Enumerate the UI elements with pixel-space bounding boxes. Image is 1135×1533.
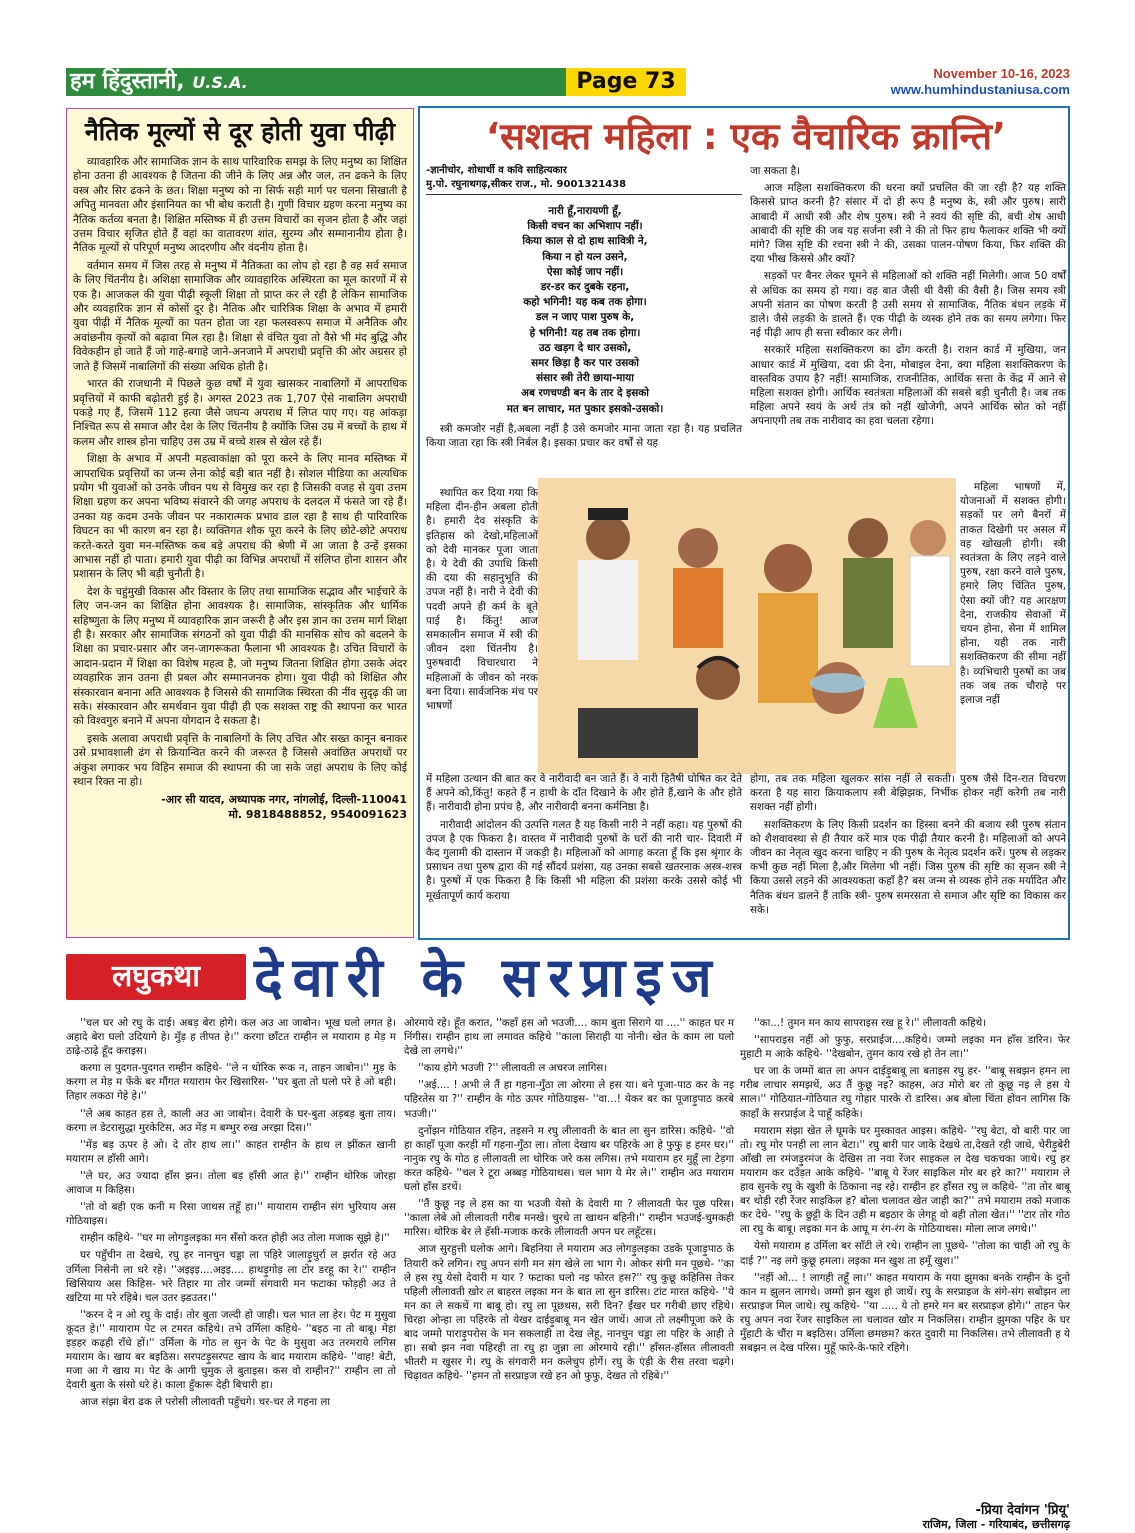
story-author-place: राजिम, जिला - गरियाबंद, छत्तीसगढ़: [922, 1518, 1070, 1531]
main-right-narrow: [960, 480, 1066, 710]
byline-address: मु.पो. रघुनाथगढ़,सीकर राज., मो. 9001321438: [426, 178, 742, 195]
story-paragraph: ''मेंड़ बड़ ऊपर हे ओ। दे तोर हाथ ला।'' काहत राम्हीन के हाथ ल झींकत खानी मयाराम ल हाँसी आगे।: [66, 1138, 396, 1165]
main-article: [418, 106, 1070, 940]
story-paragraph: आज सुरहुत्ती घलोक आगे। बिहनिया ले मयाराम अउ लोगड़ुलइका उडके पूजाड़ुपाठ के तियारी करे लगिन। रघु अपन संगी मन संग खेले ला भाग गे। ओकर संगी मन पूछथे- ''का ले हस रघु येसो देवारी म यार ? फटाका घलो नइ फोरत हस?'' रघु कुछू कहितिस तेकर पहिली लीलावती खोर ल बाहरत लइका मन के बात ला सुन डारिस। टांट मारत कहिथे- ''ये मन का ले सकथें गा बाबू हो। रघु ला पूछथस, सरी दिन? ईंखर घर गरीबी छाए रहिथे। चिरहा ओन्हा ला पहिरके तो येखर दाईड़ुबाबू मन खेत जाथें। आज तो लक्ष्मीपूजा करे के बाद जम्मो पाराड़ुपरोस के मन सकलाही ता देख लेहू, नानचुन चड्डा ला पहिर के आही ते हा। सबो झन नवा पहिरही ता रघु हा जुन्ना ला ओरमाये रही।'' हाँसत-हाँसत लीलावती भीतरी म खुसर गे। रघु के संगवारी मन कलेचुप होगें। रघु के एंड़ी के रीस तरवा चढ़गे। चिढ़ावत कहिथे- ''हमन तो सरप्राइज रखे हन ओ फुफु, देखत तो रहिबे।'': [404, 1243, 734, 1383]
police-woman-head: [586, 516, 630, 560]
left-article-author: -आर सी यादव, अध्यापक नगर, नांगलोई, दिल्ली-110041: [161, 793, 407, 807]
poem-line: ऐसा कोई जाप नहीं।: [546, 265, 624, 278]
sewing-machine: [578, 708, 698, 758]
main-left-bottom: [426, 772, 742, 906]
goggles: [810, 673, 866, 693]
story-column-3: [740, 1016, 1070, 1358]
main-paragraph: नारीवादी आंदोलन की उत्पत्ति गलत है यह किसी नारी ने नहीं कहा। यह पुरुषों की उपज है एक फिकरा है। वास्तव में नारीवादी पुरुषों के घरों की नारी चार- दिवारी में कैद गुलामी की दास्तान में जकड़ी है। महिलाओं को आगाह करता हूँ कि इस श्रृंगार के प्रसाधन तथा पुरुष द्वारा की गई सौंदर्य प्रशंसा, यह उनका सबसे खतरनाक अस्त्र-शस्त्र है। पुरुषों में एक फिकरा है कि किसी भी महिला की प्रशंसा करके उससे कोई भी मूर्खतापूर्ण कार्य कराया: [426, 818, 742, 902]
main-article-title: ‘सशक्त महिला : एक वैचारिक क्रान्ति’: [485, 115, 1007, 158]
left-paragraph: व्यावहारिक और सामाजिक ज्ञान के साथ पारिवारिक समझ के लिए मनुष्य का शिक्षित होना उतना ही आवश्यक है जितना की जीने के लिए अन्न और जल, तन ढकने के लिए वस्त्र और सिर ढकने के छत। शिक्षा मनुष्य को ना सिर्फ सही मार्ग पर चलना सिखाती है अपितु मानवता और इंसानियत का भी बोध कराती है। गुणी विचार ग्रहण करना मनुष्य का नैतिक कर्तव्य बनता है। शिक्षित मस्तिष्क में ही उत्तम विचारों का सृजन होता है और जहां उत्तम विचार सृजित होते हैं वहां का वातावरण शांत, सुरम्य और सम्मानानीय होता है। नैतिक मूल्यों से परिपूर्ण मनुष्य आदरणीय और वंदनीय होता है।: [73, 156, 407, 255]
police-cap: [588, 508, 628, 520]
poem-line: संसार स्त्री तेरी छाया-माया: [536, 372, 634, 385]
story-column-1: [66, 1016, 396, 1412]
main-paragraph: आज महिला सशक्तिकरण की धरना क्यों प्रचलित की जा रही है? यह शक्ति किससे प्राप्त करनी है? संसार में दो ही रूप है मनुष्य के, स्त्री और पुरुष। सारी आबादी में आधी स्त्री और शेष पुरुष। स्त्री ने स्वयं की सृष्टि की, बची शेष आधी आबादी की सृष्टि की जब यह सर्जना स्त्री ने की तो फिर हाथ फैलाकर शक्ति भी क्यों मांगे? जिस सृष्टि की रचना स्त्री ने की, उसका पालन-पोषण किया, फिर शक्ति की दया भीख किससे और क्यों?: [750, 182, 1066, 266]
story-paragraph: राम्हीन कहिथे- ''घर मा लोगड़ुलइका मन सँसो करत होही अउ तोला मजाक सूझे हे।'': [80, 1232, 390, 1245]
main-paragraph: सशक्तिकरण के लिए किसी प्रदर्शन का हिस्सा बनने की बजाय स्त्री पुरुष संतान को शैशवावस्था से ही तैयार करें मात्र एक पीढ़ी तैयार करनी है। महिलाओं को अपने जीवन का नेतृत्व खुद करना चाहिए न की पुरुष के नेतृत्व प्रदर्शन करें। पुरुष से लड़कर कभी कुछ नहीं मिला है,और मिलेगा भी नहीं। जिस पुरुष की सृष्टि का सृजन स्त्री ने किया उससे लड़ने की आवश्यकता कहाँ है? बस जन्म से व्यस्क होने तक मर्यादित और नैतिक बंधन डालने हैं ताकि स्त्री- पुरुष समरसता से समाज और सृष्टि का विकास कर सके।: [750, 818, 1066, 916]
teacher-saree: [673, 568, 723, 648]
main-paragraph: स्थापित कर दिया गया कि महिला दीन-हीन अबला होती है। हमारी देव संस्कृति के इतिहास को देखो,महिलाओं को देवी मानकर पूजा जाता है। ये देवी की उपाधि किसी की दया की सहानुभूति की उपज नहीं है। नारी ने देवी की पदवी अपने ही कर्म के बूते पाई है। किंतु! आज समकालीन समाज में स्त्री की जीवन दशा चिंतनीय है। पुरुषवादी विचारधारा ने महिलाओं के जीवन को नरक बना दिया। सार्वजनिक मंच पर भाषणों: [426, 487, 538, 713]
masthead: [66, 68, 566, 96]
main-right-bottom: [750, 772, 1066, 920]
left-paragraph: शिक्षा के अभाव में अपनी महत्वाकांक्षा को पूरा करने के लिए मानव मस्तिष्क में आपराधिक प्रवृत्तियों का जन्म लेना कोई बड़ी बात नहीं है। सोशल मीडिया का अत्यधिक प्रयोग भी युवाओं को उनके जीवन पथ से विमुख कर रहा है जिसकी वजह से युवा उत्तम शिक्षा ग्रहण कर अपना भविष्य संवारने की जगह अपराध के दलदल में फंसते जा रहे हैं। उनका यह कदम उनके जीवन पर नकारात्मक प्रभाव डाल रहा है साथ ही पारिवारिक विघटन का भी कारण बन रहा है। व्यक्तिगत शौक पूरा करने के लिए छोटे-छोटे अपराध करते-करते युवा मन-मस्तिष्क कब बड़े अपराध की श्रेणी में आ जाता है उन्हें इसका आभास नहीं हो पाता। हमारी युवा पीढ़ी का विभिन्न अपराधों में संलिप्त होना शासन और प्रशासन के लिए भी बड़ी चुनौती है।: [73, 453, 407, 581]
story-paragraph: ''सापराइस नहीं ओ फुफु, सरप्राईज....कहिथे। जम्मो लइका मन हाँस डारिन। फेर मुहाटी म आके कहिथे- ''देखबोन, तुमन काय रखे हो तेन ला।'': [740, 1034, 1070, 1061]
story-paragraph: ''करन दे न ओ रघु के दाई। तोर बुता जल्दी हो जाही। चल भात ला हेर। पेट म मुसुवा कूदत हे।'' मायाराम पेट ल टमरत कहिथे। तभे उर्मिला कहिथे- ''बइठ ना तो बाबू। मेहा इड़हर कढ़ही राँधे हों।'' उर्मिला के गोठ ल सुन के पेट के मुसुवा अउ तरमराये लगिस मयाराम के। खाय बर बइठिस। सरपटड़ुसरपट खाय के बाद मयाराम कहिथे- ''वाह! बेटी, मजा आ गे खाय म। पेट के आगी चुमुक ले बुताइस। कस वो राम्हीन?'' राम्हीन ला तो देवारी बुता के संसो धरे हे। काला हुँकारू देही बिचारी हा।: [66, 1308, 396, 1392]
main-paragraph: में महिला उत्थान की बात कर वे नारीवादी बन जाते हैं। वे नारी हितैषी घोषित कर देते हैं अपने को,किंतु! कहते हैं न हाथी के दाँत दिखाने के और होते हैं,खाने के और होते हैं। नारीवादी होना प्रपंच है, और नारीवादी बनना कर्मनिष्ठा है।: [426, 773, 742, 814]
women-professions-illustration: [538, 478, 956, 774]
left-paragraph: वर्तमान समय में जिस तरह से मनुष्य में नैतिकता का लोप हो रहा है वह सर्व समाज के लिए चिंतनीय है। अशिक्षा सामाजिक और व्यावहारिक अस्थिरता का मूल कारणों में से एक है। आजकल की युवा पीढ़ी स्कूली शिक्षा तो प्राप्त कर ले रही है लेकिन सामाजिक और व्यवहारिक ज्ञान से कोसों दूर है। नैतिक और चारित्रिक शिक्षा के अभाव में हमारी युवा पीढ़ी में नैतिक मूल्यों का पतन होता जा रहा फलस्वरूप समाज में अनैतिक और अवांछनीय कृत्यों को बढ़ावा मिल रहा है। शिक्षा से वंचित युवा तो वैसे भी मंद बुद्धि और विवेकहीन हो जाते हैं जो गाहे-बगाहे जाने-अनजाने में अपराधी प्रवृत्ति की ओर अग्रसर हो जाते हैं जिसमें नाबालिगों की संख्या अधिक होती है।: [73, 259, 407, 373]
laghukatha-header: [66, 948, 1070, 1008]
main-article-byline: [426, 164, 742, 195]
poem-line: नारी हूँ,नारायणी हूँ,: [548, 205, 622, 217]
left-article-title: नैतिक मूल्यों से दूर होती युवा पीढ़ी: [84, 117, 396, 146]
laghukatha-tag: लघुकथा: [66, 954, 246, 1000]
story-paragraph: येसो मयाराम ह उर्मिला बर साँटी ले रथे। राम्हीन ला पूछथे- ''तोला का चाही ओ रघु के दाई ?'' नइ लगे कुछू हमला। लइका मन खुश ता हमूँ खुश।'': [740, 1240, 1070, 1267]
poem-line: किया काल से दो हाथ सावित्री ने,: [522, 235, 648, 248]
poem: [430, 204, 740, 417]
masthead-title: हम हिंदुस्तानी,: [70, 69, 185, 94]
worker-head: [764, 544, 812, 592]
story-paragraph: करगा ल पुदगत-पुदगत राम्हीन कहिथे- ''ले न थोरिक रूक न, ताहन जाबोन।'' मुड़ के करगा ल मेड़ म फेंके बर मौंगत मयाराम फेर खिसारिस- ''घर बुता तो घलो परे हे ओ बही। तिहार लकठा गेहे हे।'': [66, 1062, 396, 1103]
page-header: [66, 68, 1070, 98]
left-article-phone: मो. 9818488852, 9540091623: [228, 808, 407, 822]
byline-author: -ज्ञानीचोर, शोधार्थी व कवि साहित्यकार: [426, 165, 567, 176]
doctor-coat: [910, 556, 950, 666]
left-paragraph: देश के चहुंमुखी विकास और विस्तार के लिए तथा सामाजिक सद्भाव और भाईचारे के लिए जन-जन का शिक्षित होना आवश्यक है। सामाजिक, सांस्कृतिक और धार्मिक सहिष्णुता के लिए मनुष्य में व्यावहारिक ज्ञान जरूरी है और इस ज्ञान का उत्तम मार्ग शिक्षा ही है। सरकार और सामाजिक संगठनों को युवा पीढ़ी की मानसिक सोच को बदलने के शिक्षा का प्रचार-प्रसार और जन-जागरूकता फैलाना भी आवश्यक है। उचित विचारों के आदान-प्रदान में शिक्षा का विशेष महत्व है, जो मनुष्य जितना शिक्षित होगा उसके अंदर व्यवहारिक ज्ञान उतना ही प्रबल और सम्मानजनक होगा। युवा पीढ़ी को शिक्षित और संस्कारवान बनाना अति आवश्यक है जिससे की सामाजिक स्थिरता की नींव सुदृढ़ की जा सके। संस्कारवान और समर्थवान युवा पीढ़ी ही एक सशक्त राष्ट्र की स्थापना कर भारत को विश्वगुरु बनाने में अपना योगदान दे सकता है।: [73, 585, 407, 728]
left-article: [66, 108, 414, 938]
teacher-head: [678, 528, 718, 568]
main-left-narrow: [426, 486, 538, 716]
poem-line: डर-डर कर दुबके रहना,: [540, 281, 630, 294]
story-paragraph: ओरमाये रहे। हूँत करात, ''कहाँ हस ओ भउजी.... काम बुता सिरागे या ....'' काहत घर म निंगीस। राम्हीन हाथ ला लमावत कहिथे ''काला सिराही या नोनी। खेत के काम ला घलो देखे ला लगथे।'': [404, 1017, 734, 1058]
main-paragraph: सरकारें महिला सशक्तिकरण का ढोंग करती है। राशन कार्ड में मुखिया, जन आधार कार्ड में मुखिया, दवा फ्री देना, मोबाइल देना, क्या महिला सशक्तिकरण के वास्तविक उपाय है? नहीं! सामाजिक, राजनीतिक, आर्थिक सत्ता के केंद्र में आने से महिला सशक्त होगी। आर्थिक स्वतंत्रता महिलाओं की सबसे बड़ी चुनौती है। जब तक महिला अपने स्वयं के अर्थ तंत्र को नहीं खोजेगी, अपने आर्थिक स्रोत को नहीं अपनाएगी तब तक नारीवाद का हवा चलता रहेगा।: [750, 344, 1066, 428]
story-paragraph: ''चल घर ओ रघु के दाई। अबड़ बेरा होगे। कल अउ आ जाबोन। भूख घलो लगत हे। अहादे बेरा घलो उदियागे हे। मुँड़ ह तीपत हे।'' करगा छाँटत राम्हीन ल मयाराम ह मेड़ म ठाढ़े-ठाढ़े हूँद कराइस।: [66, 1017, 396, 1058]
story-paragraph: ''काय होगे भउजी ?'' लीलावती ल अचरज लागिस।: [418, 1062, 608, 1075]
poem-line: हे भगिनी! यह तब तक होगा।: [529, 326, 641, 339]
poem-line: समर छिड़ा है कर पार उसको: [531, 357, 639, 370]
story-paragraph: ''तो वो बही एक कनी म रिसा जाथस तहूँ हा।'' मायाराम राम्हीन संग भुरियाय अस गोठियाइस।: [66, 1201, 396, 1228]
story-paragraph: ''तैं कुछू नइ ले हस का या भउजी येसो के देवारी मा ? लीलावती फेर पूछ परिस। ''काला लेबे ओ लीलावती गरीब मनखे। चुरथे ता खाथन बहिनी।'' राम्हीन भउजई-चुमकही मारिस। थोरिक बेर ले हँसी-मजाक करके लीलावती अपन घर लहूँटस।: [404, 1198, 734, 1239]
main-right-top: [750, 164, 1066, 432]
worker-saree: [758, 593, 818, 703]
main-paragraph: स्त्री कमजोर नहीं है,अबला नहीं है उसे कमजोर माना जाता रहा है। यह प्रचलित किया जाता रहा कि स्त्री निर्बल है। इसका प्रचार कर वर्षों से यह: [426, 423, 742, 450]
poem-line: उठ खड़ग दे धार उसको,: [538, 341, 632, 354]
website-link[interactable]: www.humhindustaniusa.com: [890, 82, 1070, 97]
story-paragraph: ''ले अब काहत हस ते, काली अउ आ जाबोन। देवारी के घर-बुता अड़बड़ बुता ताय। करगा ल डेटरासुद्धा मुरकेटिस, अउ मेंड़ म बम्भुर रुख अरझा दिस।'': [66, 1107, 396, 1134]
doctor-head: [910, 520, 946, 556]
story-paragraph: ''का...! तुमन मन काय सापराइस रख हू रे।'' लीलावती कहिथे।: [754, 1017, 987, 1029]
main-paragraph: सड़कों पर बैनर लेकर घूमने से महिलाओं को शक्ति नहीं मिलेगी। आज 50 वर्षों से अधिक का समय हो गया। वह बात जैसी थी वैसी की वैसी है। जिस समय स्त्री अपनी संतान का पोषण करती है उसी समय से सामाजिक, नैतिक बंधन लड़के में डाले। जैसे लड़की के डालते हैं। एक पीढ़ी के व्यस्क होने तक का समय लगेगा। फिर नई पीढ़ी आप ही सत्ता स्वीकार कर लेगी।: [750, 270, 1066, 340]
story-paragraph: घर जा के जम्मों बात ला अपन दाईड़ुबाबू ला बताइस रघु हर- ''बाबू सबझन हमन ला गरीब लाचार समझथें, अउ तैं कुछू नइ? काहस, अउ मोरो बर तो कुछू नइ ले हस ये साल।'' गोठियात-गोठियात रघु गोहार पारके रो डारिस। अब बोला चिंता होवन लागिस कि काहाँ के सरप्राईज दे पाहूँ कहिके।: [740, 1065, 1070, 1120]
poem-line: अब रणचण्डी बन के तार दे इसको: [521, 387, 649, 400]
main-paragraph: जा सकता है।: [750, 165, 801, 177]
poem-line: डल न जाए पाश पुरुष के,: [535, 311, 635, 324]
main-paragraph: महिला भाषणों में, योजनाओं में सशक्त होगी। सड़कों पर लगे बैनरों में ताकत दिखेगी पर असल में वह खोखली होगी। स्त्री स्वतंत्रता के लिए लड़ने वाले पुरुष, रक्षा करने वाले पुरुष, हमारे लिए चिंतित पुरुष, ऐसा क्यों जी? यह आरक्षण देना, राजकीय सेवाओं में चयन होना, सेना में शामिल होना, यही तक नारी सशक्तिकरण की सीमा नहीं है। व्यभिचारी पुरुषों का जब तक जब तक चौराहे पर इलाज नहीं: [960, 481, 1066, 707]
story-paragraph: आज संझा बेरा ढक ले परोसी लीलावती पहुँचगे। चर-चर ले गहना ला: [80, 1396, 330, 1409]
main-paragraph: होगा, तब तक महिला खुलकर सांस नहीं ले सकती। पुरुष जैसे दिन-रात विचरण करता है यह सारा क्रियाकलाप स्त्री बेझिझक, निर्भीक होकर नहीं करेगी तब नारी सशक्त नहीं होगी।: [750, 773, 1066, 814]
poem-line: किया न हो यत्न उसने,: [542, 250, 628, 263]
story-paragraph: मयाराम संझा खेत ले घूमके घर मुस्कावत आइस। कहिथे- ''रघु बेटा, वो बारी पार जा तो। रघु मोर पनही ला लान बेटा।'' रघु बारी पार जाके देखथे ता,देखते रही जाथे, चेरीड़ुबेरी आँखी ला रमंजड़ुरमंज के देखिस ता नवा रेंजर साइकल ल देख चकचका जाथे। रघु हर मयाराम कर दउँड़त आके कहिथे- ''बाबू ये रेंजर साइकिल मोर बर हरे का?'' मयाराम ले हाव सुनके रघु के खुशी के ठिकाना नइ रहे। राम्हीन हर हाँसत रघु ल कहिथे- ''ता तोर बाबू बर थोड़ी रही रेंजर साइकिल ह? बोला चलावत खेत जाही का?'' तभे मयाराम तको मजाक कर देथे- ''रघु के छुट्टी के दिन उही म बइठार के लेगहू वो बही तोला खेत।'' ''टार तोर गोठ ला रघु के बाबू। लइका मन के आघू म रंग-रंग के गोठियाथस। मोला लाज लगथे।'': [740, 1124, 1070, 1236]
page-number: Page 73: [566, 68, 686, 96]
police-uniform: [578, 560, 638, 660]
laghukatha-title: देवारी के सरप्राइज: [254, 946, 722, 1009]
story-paragraph: घर पहुँचीन ता देखथे, रघु हर नानचुन चड्डा ला पहिरे जालाड़ुधुर्रा ल झर्रात रहे अउ उर्मिला निसेनी ला धरे रहे। ''अइइइ....अइइ.... हाथड़ुगोड़ ला टोर डरहू का रे।'' राम्हीन खिसियाय अस किहिस- भरे तिहार मा तोर जम्मों संगवारी मन फटाका फोड़ही अउ ते खटिया मा परे रहिबे। चल उतर झ्डउतर।'': [66, 1249, 396, 1304]
left-paragraph: भारत की राजधानी में पिछले कुछ वर्षों में युवा खासकर नाबालिगों में आपराधिक प्रवृत्तियों में काफी बढ़ोतरी हुई है। अगस्त 2023 तक 1,707 ऐसे नाबालिग अपराधी पकड़े गए हैं, जिसमें 112 हत्या जैसे जघन्य अपराध में लिप्त पाए गए। यह आंकड़ा निश्चित रूप से समाज और देश के लिए चिंतनीय है क्योंकि जिस उम्र में बच्चों के हाथ में कलम और शास्त्र होना चाहिए उस उम्र में बच्चे शस्त्र से खेल रहे हैं।: [73, 378, 407, 448]
story-paragraph: ''ले घर, अउ ज्यादा हाँस झन। तोला बड़ हाँसी आत हे।'' राम्हीन थोरिक जोरहा आवाज म किहिस।: [66, 1169, 396, 1197]
masthead-sub: U.S.A.: [192, 73, 248, 92]
main-intro: [426, 422, 742, 453]
issue-date: November 10-16, 2023: [933, 66, 1070, 81]
soldier-uniform: [843, 558, 893, 648]
story-paragraph: ''अई.... ! अभी ले तैं हा गहना-गुँठा ला ओरमा ले हस या। बने पूजा-पाठ कर के नइ पहिरतेस या ?'' राम्हीन के गोठ ऊपर गोठियाइस- ''वा...! येकर बर का पूजाड़ुपाठ करबे भउजी।'': [404, 1079, 734, 1120]
story-author: -प्रिया देवांगन 'प्रियू': [975, 1503, 1070, 1518]
poem-line: मत बन लाचार, मत पुकार इसको-उसको।: [506, 402, 664, 415]
story-paragraph: ''नहीं ओ... ! लागही तहूँ ला।'' काहत मयाराम के मया झुमका बनके राम्हीन के दुनो कान म झुलन लागथे। जम्मो झन खुश हो जाथें। रघु के सरप्राइज के संगे-संग सबोझन ला सरप्राइज मिल जाथे। रघु कहिथे- ''या ..... ये तो हमरे मन बर सरप्राइज होगे।'' ताहन फेर रघु अपन नवा रेंजर साइकिल ला चलावत खोर म निकलिस। राम्हीन झुमका पहिर के घर मुँहाटी के चौंरा म बइठिस। उर्मिला छमछम? करत दुवारी मा निकलिस। तभे लीलावती ह ये सबझन ल देख परिस। मुहूँ फारे-के-फारे रहिगे।: [740, 1271, 1070, 1355]
poem-line: किसी वचन का अभिशाप नहीं।: [527, 220, 643, 233]
left-paragraph: इसके अलावा अपराधी प्रवृत्ति के नाबालिगों के लिए उचित और सख्त कानून बनाकर उसे प्रभावशाली ढंग से क्रियान्वित करने की जरूरत है जिससे अवांछित अपराधों पर अंकुश लगाकर भय विहिन समाज की स्थापना की जा सके जहां अपराध के लिए कोई स्थान रिक्त ना हो।: [73, 732, 407, 789]
story-column-2: [404, 1016, 734, 1386]
story-paragraph: दुनोंझन गोठियात रहिन, तइसने म रघु लीलावती के बात ला सुन डारिस। कहिथे- ''वो हा काहाँ पूजा करही माँ गहना-गुँठा ला। तोला देखाय बर पहिरके आ हे फुफु ह हमर घर।'' नानुक रघु के गोठ ह लीलावती ला थोरिक जरे कस लगिस। तभे मयाराम हर मुहूँ ला टेड़गा करत कहिथे- ''चल रे टूरा अब्बड़ गोठियाथस। चल भाग ये मेर ले।'' राम्हीन अउ मयाराम घलो हाँस डरथें।: [404, 1124, 734, 1194]
soldier-head: [848, 518, 888, 558]
poem-line: कहो भगिनी! यह कब तक होगा।: [523, 296, 647, 309]
